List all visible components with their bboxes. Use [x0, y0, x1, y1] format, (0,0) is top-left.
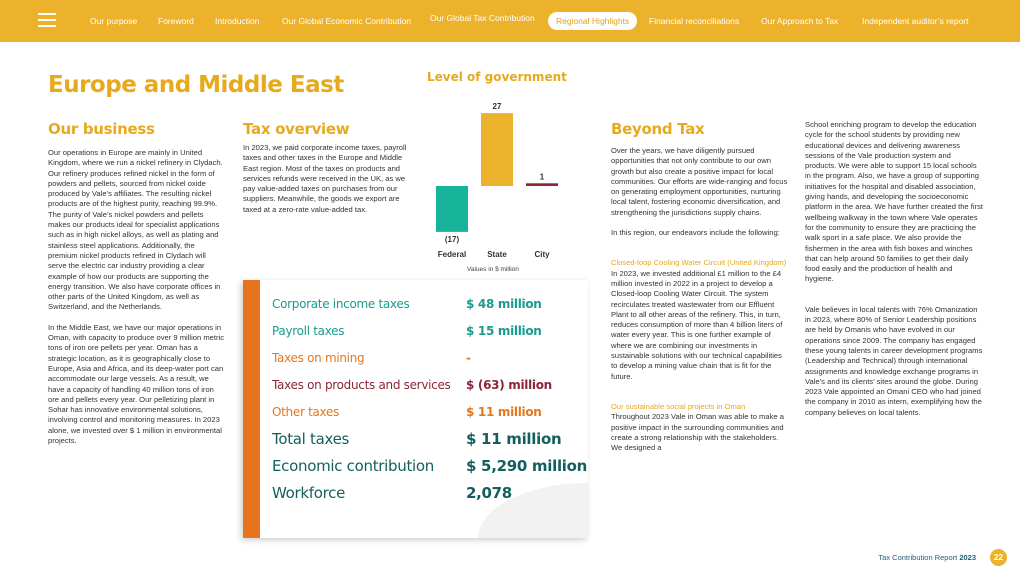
value-label-federal: (17) — [444, 234, 460, 244]
beyond-tax-heading: Beyond Tax — [611, 120, 705, 138]
nav-foreword[interactable]: Foreword — [158, 16, 194, 26]
summary-value: $ 5,290 million — [466, 457, 588, 475]
nav-financial-reconciliations[interactable]: Financial reconciliations — [649, 16, 740, 26]
right-column-paragraph-1: School enriching program to develop the education cycle for the school students by providing new educational devices and delivering awareness sessions of the Vale production system and products. We were able to support 15 local schools in the program. Also, we have a group of supporting initiatives for the hospital and disabled association, giving hands, and developing the socioeconomic platform in the area. We have further created the first wellbeing walkway in the town where Vale operates for the community to ensure they are practicing the walk sport in a safe place. We also provide the fishermen in the area with fish boxes and winches that can help around 50 families to get their daily food easily and the production of health and hygiene. — [805, 120, 983, 284]
bar-city — [526, 183, 558, 186]
tax-overview-heading: Tax overview — [243, 120, 350, 138]
menu-icon[interactable] — [38, 13, 56, 27]
beyond-tax-text — [611, 146, 789, 463]
business-paragraph-1: Our operations in Europe are mainly in United Kingdom, where we run a nickel refinery in Clydach. Our refinery produces refined nickel in the form of powders and pellets, sourced from nickel oxide produced by Vale’s affiliates. The resulting nickel products are of the highest purity, reaching 99.9%. The purity of Vale’s nickel powders and pellets makes our products ideal for specialist applications such as in high nickel alloys, as well as plating and stainless steel applications. Additionally, the premium nickel products refined in Clydach will serve the electric car industry providing a clear example of how our products are supporting the energy transition. We also have corporate offices in other parts of the United Kingdom, as well as Switzerland, and the Netherlands. — [48, 148, 223, 312]
summary-label: Corporate income taxes — [272, 297, 410, 311]
tax-summary-box — [243, 280, 588, 538]
footer-report-year: 2023 — [959, 553, 976, 562]
summary-value: $ 11 million — [466, 405, 542, 419]
government-level-chart — [425, 90, 575, 262]
subsection-title-oman-projects: Our sustainable social projects in Oman — [611, 401, 746, 411]
subsection-title-cooling-water: Closed-loop Cooling Water Circuit (United Kingdom) — [611, 258, 787, 268]
nav-tax-contribution[interactable]: Our Global Tax Contribution — [430, 13, 535, 23]
beyond-tax-paragraph-2: In this region, our endeavors include the following: — [611, 228, 780, 238]
footer-report-name: Tax Contribution Report — [878, 553, 958, 562]
beyond-tax-paragraph-1: Over the years, we have diligently pursued opportunities that not only contribute to our own growth but also create a positive impact for local communities. Our efforts are wide-ranging and focus on generating employment opportunities, nurturing local talent, fostering economic diversification, and strengthening the jurisdictions supply chains. — [611, 146, 788, 217]
summary-value: $ 48 million — [466, 297, 542, 311]
summary-label: Taxes on products and services — [272, 378, 451, 392]
business-text — [48, 148, 224, 456]
summary-label: Taxes on mining — [272, 351, 365, 365]
category-label-city: City — [534, 250, 550, 259]
summary-label: Workforce — [272, 484, 346, 502]
top-navigation-bar — [0, 0, 1020, 42]
summary-value: $ 11 million — [466, 430, 562, 448]
business-paragraph-2: In the Middle East, we have our major operations in Oman, with capacity to produce over 9 million metric tons of iron ore pellets per year. Oman has a strategic location, as it is geographically close to Europe, Asia and Africa, and its deep-water port can accommodate our large vessels. As a result, we have a capacity of handling 40 million tons of iron ore and pellets every year. Our pelletizing plant in Sohar has innovative environmental solutions, involving control and monitoring measures. In 2023 alone, we invested over $ 1 million in environmental projects. — [48, 322, 224, 446]
nav-auditors-report[interactable]: Independent auditor’s report — [862, 16, 969, 26]
summary-accent-bar — [243, 280, 260, 538]
summary-label: Payroll taxes — [272, 324, 345, 338]
category-label-federal: Federal — [437, 250, 467, 259]
value-label-city: 1 — [539, 172, 545, 182]
nav-approach-to-tax[interactable]: Our Approach to Tax — [761, 16, 839, 26]
right-column-text — [805, 120, 983, 428]
summary-label: Other taxes — [272, 405, 340, 419]
nav-economic-contribution[interactable]: Our Global Economic Contribution — [282, 16, 411, 26]
summary-value: $ 15 million — [466, 324, 542, 338]
subsection-text-cooling-water: In 2023, we invested additional £1 million to the £4 million invested in 2022 in a project to develop a Closed-loop Cooling Water Circuit. The system recirculates treated wastewater from our Effluent Plant to all other areas of the refinery. This, in turn, reduces consumption of more than 4 billion liters of water every year. This is one further example of where we are combining our investments in sustainable solutions with our technical capabilities to develop a mining value chain that is fit for the future. — [611, 268, 783, 381]
nav-our-purpose[interactable]: Our purpose — [90, 16, 138, 26]
summary-label: Economic contribution — [272, 457, 434, 475]
page-title: Europe and Middle East — [48, 72, 344, 98]
bar-federal — [436, 186, 468, 232]
footer-report-title — [878, 553, 976, 562]
chart-title: Level of government — [427, 70, 567, 84]
right-column-paragraph-2: Vale believes in local talents with 76% Omanization in 2023, where 80% of Senior Leadership positions are held by Omanis who have evolved in our operations since 2009. The company has engaged these young talents in career development programs (Leadership and Technical) through international assignments and knowledge exchange programs in Vale’s and its clients’ sites around the globe. During 2023 Vale appointed an Omani CEO who had joined the company in 2010 as intern, exemplifying how the company believes on local talents. — [805, 304, 983, 417]
category-label-state: State — [487, 250, 507, 259]
summary-label: Total taxes — [272, 430, 350, 448]
page-number-badge: 22 — [990, 549, 1007, 566]
business-heading: Our business — [48, 120, 155, 138]
summary-value: 2,078 — [466, 484, 512, 502]
subsection-text-oman-projects: Throughout 2023 Vale in Oman was able to make a positive impact in the surrounding communities and create a strong relationship with the stakeholders. We designed a — [611, 412, 784, 453]
tax-overview-text — [243, 143, 413, 225]
chart-caption: Values in $ million — [467, 266, 519, 273]
tax-overview-paragraph: In 2023, we paid corporate income taxes, payroll taxes and other taxes in the Europe and Middle East region. Most of the taxes on products and services refunds were received in the UK, as we pay value-added taxes on purchases from our suppliers. Meanwhile, the goods we export are taxed at a zero-rate value-added tax. — [243, 143, 407, 214]
summary-value: - — [466, 351, 471, 365]
summary-value: $ (63) million — [466, 378, 552, 392]
bar-state — [481, 113, 513, 186]
nav-introduction[interactable]: Introduction — [215, 16, 260, 26]
value-label-state: 27 — [492, 102, 502, 112]
nav-regional-highlights[interactable]: Regional Highlights — [548, 12, 637, 30]
